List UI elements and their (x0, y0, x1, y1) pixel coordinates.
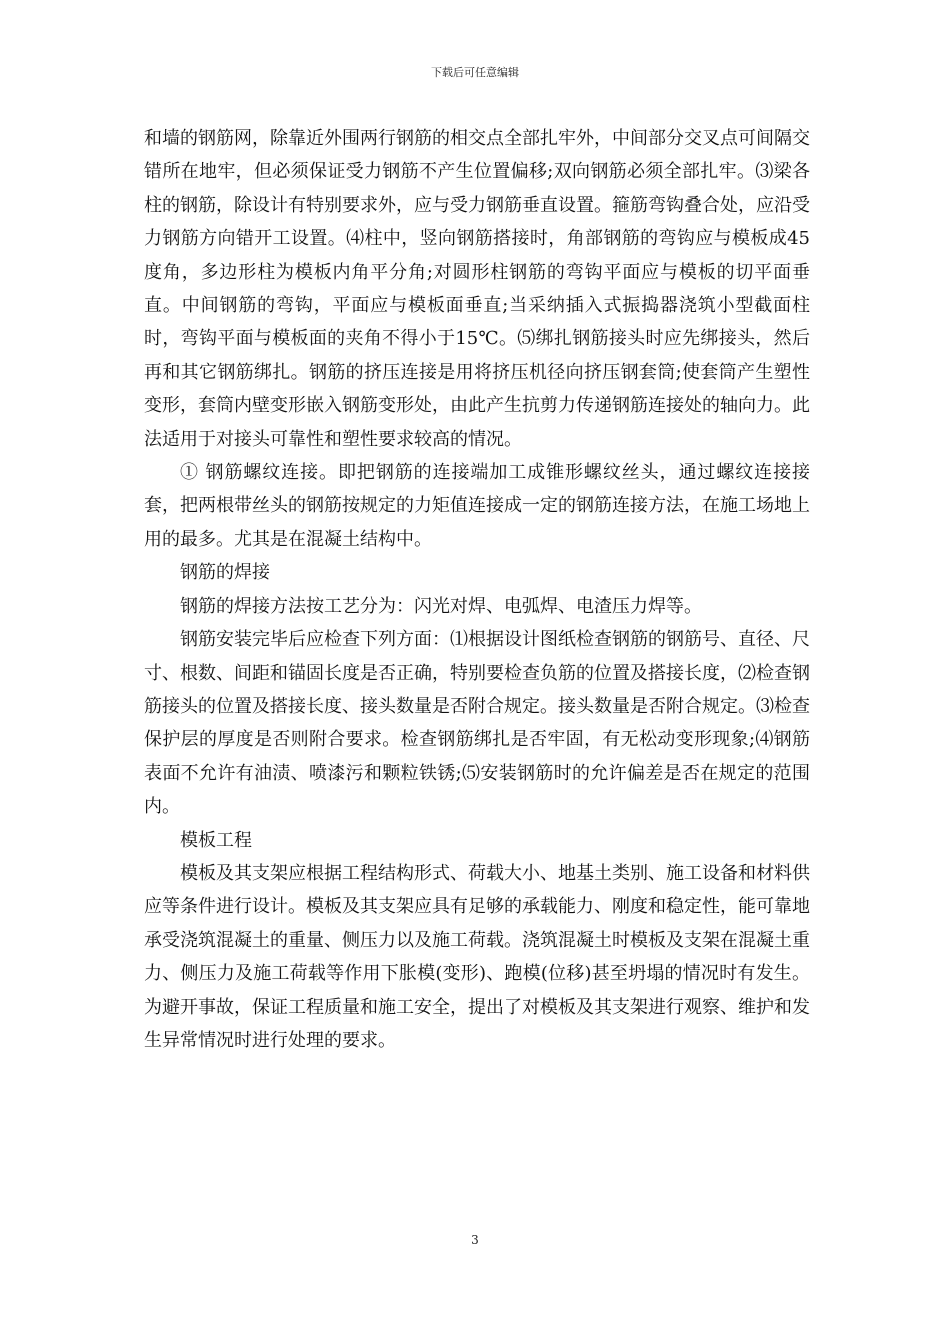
section-heading-formwork: 模板工程 (180, 829, 252, 851)
section-heading-rebar-welding: 钢筋的焊接 (180, 562, 270, 584)
paragraph-formwork-design: 模板及其支架应根据工程结构形式、荷载大小、地基土类别、施工设备和材料供应等条件进行设计。模板及其支架应具有足够的承载能力、刚度和稳定性，能可靠地承受浇筑混凝土的重量、侧压力以及施工荷载。浇筑混凝土时模板及支架在混凝土重力、侧压力及施工荷载等作用下胀模(变形)、跑模(位移)甚至坍塌的情况时有发生。为避开事故，保证工程质量和施工安全，提出了对模板及其支架进行观察、维护和发生异常情况时进行处理的要求。 (144, 862, 810, 1051)
page-header: 下载后可任意编辑 (431, 66, 519, 79)
paragraph-rebar-mesh-binding: 和墙的钢筋网，除靠近外围两行钢筋的相交点全部扎牢外，中间部分交叉点可间隔交错所在地牢，但必须保证受力钢筋不产生位置偏移;双向钢筋必须全部扎牢。⑶梁各柱的钢筋，除设计有特别要求外，应与受力钢筋垂直设置。箍筋弯钩叠合处，应沿受力钢筋方向错开工设置。⑷柱中，竖向钢筋搭接时，角部钢筋的弯钩应与模板成45度角，多边形柱为模板内角平分角;对圆形柱钢筋的弯钩平面应与模板的切平面垂直。中间钢筋的弯钩，平面应与模板面垂直;当采纳插入式振捣器浇筑小型截面柱时，弯钩平面与模板面的夹角不得小于15℃。⑸绑扎钢筋接头时应先绑接头，然后再和其它钢筋绑扎。钢筋的挤压连接是用将挤压机径向挤压钢套筒;使套筒产生塑性变形，套筒内壁变形嵌入钢筋变形处，由此产生抗剪力传递钢筋连接处的轴向力。此法适用于对接头可靠性和塑性要求较高的情况。 (144, 128, 810, 450)
page-number: 3 (471, 1233, 479, 1247)
paragraph-installation-inspection: 钢筋安装完毕后应检查下列方面：⑴根据设计图纸检查钢筋的钢筋号、直径、尺寸、根数、间距和锚固长度是否正确，特别要检查负筋的位置及搭接长度，⑵检查钢筋接头的位置及搭接长度、接头数量是否附合规定。接头数量是否附合规定。⑶检查保护层的厚度是否则附合要求。检查钢筋绑扎是否牢固，有无松动变形现象;⑷钢筋表面不允许有油渍、喷漆污和颗粒铁锈;⑸安装钢筋时的允许偏差是否在规定的范围内。 (144, 629, 810, 818)
paragraph-welding-methods: 钢筋的焊接方法按工艺分为：闪光对焊、电弧焊、电渣压力焊等。 (180, 595, 702, 617)
paragraph-threaded-connection: ① 钢筋螺纹连接。即把钢筋的连接端加工成锥形螺纹丝头，通过螺纹连接接套，把两根带丝头的钢筋按规定的力矩值连接成一定的钢筋连接方法，在施工场地上用的最多。尤其是在混凝土结构中。 (144, 462, 810, 550)
document-body (144, 122, 810, 1057)
